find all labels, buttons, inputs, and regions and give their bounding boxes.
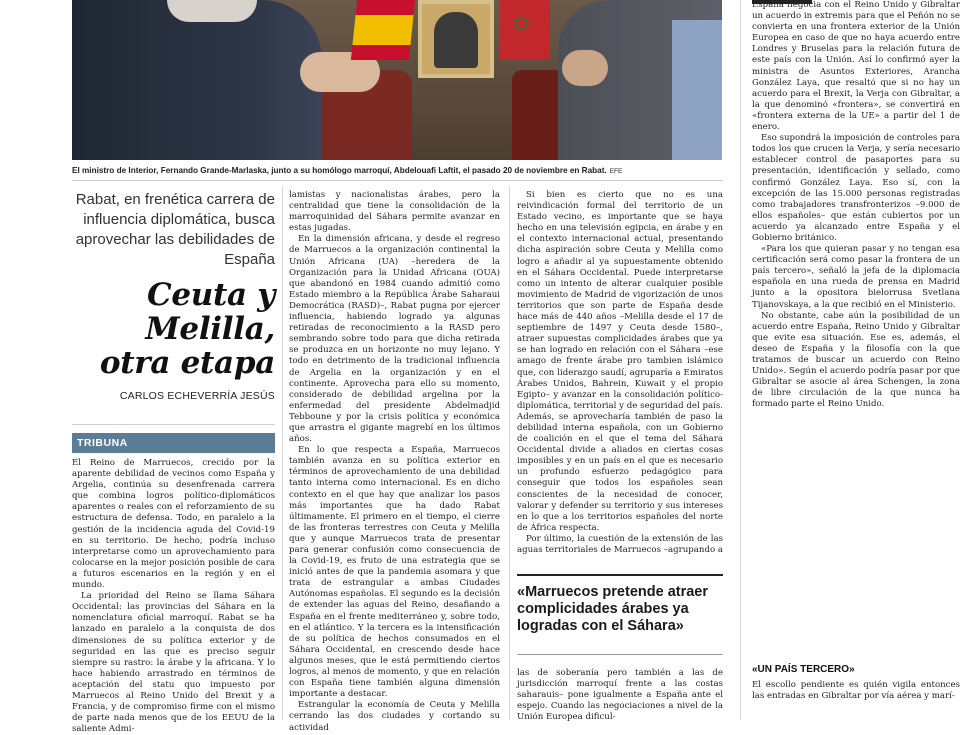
spain-flag: [351, 0, 415, 60]
pullquote: «Marruecos pretende atraer complicidades árabes ya logradas con el Sáhara»: [517, 584, 708, 634]
paragraph: En lo que respecta a España, Marruecos también avanza en su política exterior en términos de aprovechamiento de una debilidad tanto interna como internacional. Es en dicho contexto en el que hay que analizar los pasos más importantes que ha dado Rabat últimamente. El primero en el tiempo, el cierre de las fronteras terrestres con Ceuta y Melilla que y aunque Marruecos trata de presentar para generar confusión como consecuencia de la Covid-19, es fruto de una estrategia que se inició antes de que la pandemia asomara y que trata de estrangular a ambas Ciudades Autónomas españolas. El segundo es la decisión de extender las aguas del Reino, desafiando a España en el frente mediterráneo y, sobre todo, en el atlántico. Y la tercera es la intensificación de su política de hechos consumados en el Sáhara Occidental, en crescendo desde hace algunos meses, que le está permitiendo ciertos logros, al menos de momento, y que en relación con España tiene también alguna dimensión importante a destacar.: [289, 445, 500, 700]
headline-divider: [72, 424, 275, 425]
paragraph: «Para los que quieran pasar y no tengan esa certificación será como pasar la frontera de un país tercero», señaló la jefa de la diplomacia española en una rueda de prensa en Madrid junto a la opositora bielorrusa Svetlana Tijanovskaya, a la que recibió en el Ministerio.: [752, 244, 960, 310]
headline-kicker: Rabat, en frenética carrera de influencia diplomática, busca aprovechar las debilidades de España: [75, 191, 275, 268]
article-column-1: [72, 458, 275, 735]
photo-head-left: [167, 0, 257, 22]
article-column-3: [517, 190, 723, 555]
sidebar-article: [752, 0, 960, 658]
column-divider: [509, 186, 510, 720]
byline: CARLOS ECHEVERRÍA JESÚS: [119, 390, 275, 402]
pullquote-rule-bottom: [517, 654, 723, 655]
headline-block: [72, 190, 275, 402]
pullquote-rule: [517, 574, 723, 576]
photo-caption: [72, 165, 722, 177]
paragraph: En la dimensión africana, y desde el regreso de Marruecos a la organización continental la Unión Africana (UA) –heredera de la Organización para la Unidad Africana (OUA) que abandonó en 1984 cuando admitió como Estado miembro a la República Árabe Saharaui Democrática (RASD)–, Rabat pugna por ejercer influencia, habiendo logrado ya algunas retiradas de reconocimiento a la RASD pero sembrando sobre todo para que dicha retirada se produzca en un horizonte no muy lejano. Y todo en detrimento de la tradicional influencia de Argelia en la organización y en el continente. Aprovecha para ello su momento, considerado de debilidad argelina por la enfermedad del presidente Abdelmadjid Tebboune y por la crisis política y económica que arrastra el gigante magrebí en los últimos años.: [289, 234, 500, 445]
column-divider: [282, 186, 283, 720]
caption-divider: [72, 180, 723, 181]
article-column-3-continued: [517, 668, 723, 723]
sidebar-article-continued: [752, 680, 960, 720]
morocco-flag-star-icon: ✩: [512, 12, 531, 37]
paragraph: No obstante, cabe aún la posibilidad de un acuerdo entre España, Reino Unido y Gibraltar que evite esa situación. Ese es, además, el deseo de España y la filosofía con la que tratamos de buscar un acuerdo con Reino Unido». Según el acuerdo podría pasar por que Gibraltar se asocie al área Schengen, la zona de libre circulación de la que nunca ha formado parte el Reino Unido.: [752, 310, 960, 410]
paragraph: España negocia con el Reino Unido y Gibraltar un acuerdo in extremis para que el Peñón no se convierta en una frontera exterior de la Unión Europea en caso de que no haya acuerdo entre Londres y Bruselas para la relación futura de este país con la Unión. Así lo confirmó ayer la ministra de Asuntos Exteriores, Arancha González Laya, que resaltó que si no hay un acuerdo para el Brexit, la Verja con Gibraltar, a la que denominó «frontera», se convertirá en «frontera externa de la UE» a partir del 1 de enero.: [752, 0, 960, 133]
article-column-2: [289, 190, 500, 733]
news-photo: [72, 0, 722, 160]
paragraph: las de soberanía pero también a las de jurisdicción marroquí frente a las costas saharauis– pone igualmente a España ante el espejo. Cuando las negociaciones a nivel de la Unión Europea dificul-: [517, 668, 723, 723]
photo-shirt-right: [672, 20, 722, 160]
paragraph: lamistas y nacionalistas árabes, pero la centralidad que tiene la consolidación de la marroquinidad del Sáhara permite avanzar en estas jugadas.: [289, 190, 500, 234]
paragraph: Si bien es cierto que no es una reivindicación formal del territorio de un Estado vecino, es importante que se haya hecho en una televisión egipcia, en árabe y en el contexto internacional actual, presentando dicha aspiración sobre Ceuta y Melilla como logro a añadir al ya supuestamente obtenido en el Sáhara Occidental. Puede interpretarse como un intento de alterar cualquier posible movimiento de Madrid de vigorización de unos territorios que son parte de España desde hace más de 440 años –Melilla desde el 17 de septiembre de 1497 y Ceuta desde 1580–, atraer supuestas complicidades árabes que ya se han logrado en relación con el Sáhara –ese amago de frente árabe pro tambien islámico que, con liderazgo saudí, agruparía a Emiratos Árabes Unidos, Bahrein, Kuwait y el propio Egipto– y avanzar en la consolidación político-diplomática, territorial y de seguridad del país. Además, se aprovecharía también de paso la debilidad interna española, con un Gobierno de coalición en el que el tema del Sáhara Occidental divide a aliados en ciertas cosas imposibles y en un país en el que es necesario un profundo esfuerzo pedagógico para conseguir que todos los españoles sean conscientes de la necesidad de conocer, valorar y defender su territorio y sus intereses en lo que a los territorios españoles del norte de África respecta.: [517, 190, 723, 533]
caption-text: El ministro de Interior, Fernando Grande-Marlaska, junto a su homólogo marroquí, Abdelouafi Laftit, el pasado 20 de noviembre en Rabat.: [72, 166, 607, 175]
photo-person-left: [72, 0, 322, 160]
photo-credit: EFE: [609, 168, 623, 175]
section-label: TRIBUNA: [72, 433, 275, 453]
sidebar-subhead: «UN PAÍS TERCERO»: [752, 664, 855, 675]
photo-portrait: [418, 0, 494, 78]
paragraph: La prioridad del Reino se llama Sáhara Occidental: las provincias del Sáhara en la nomenclatura oficial marroquí. Rabat se ha lanzado en paralelo a la conquista de dos dimensiones de su política exterior y de seguridad en las que es preciso seguir siempre su rastro: la árabe y la africana. Y lo hace habiendo arrastrado en términos de aceptación del statu quo impuesto por Marruecos al Reino Unido del Brexit y a Francia, y de compromiso firme con el mismo de parte nada menos que de los EEUU de la saliente Admi-: [72, 591, 275, 735]
paragraph: El Reino de Marruecos, crecido por la aparente debilidad de vecinos como España y Argelia, continúa su desenfrenada carrera que combina logros político-diplomáticos aparentes o reales con el reforzamiento de su estructura de defensa. Todo, en paralelo a la gestión de la incidencia aguda del Covid-19 en su territorio. De hecho, podría incluso interpretarse como un aprovechamiento para colocarse en la mejor posición posible de cara a futuros escenarios en la región y en el mundo.: [72, 458, 275, 591]
headline-title: Ceuta y Melilla, otra etapa: [99, 277, 275, 381]
paragraph: El escollo pendiente es quién vigila entonces las entradas en Gibraltar por vía aérea y marí-: [752, 680, 960, 702]
photo-hand-right: [562, 50, 608, 86]
paragraph: Eso supondrá la imposición de controles para todos los que crucen la Verja, y sería necesario establecer control de pasaportes para su presentación, identificación y sellado, como confirmó González Laya. Eso sí, con la excepción de las 15.000 personas registradas como trabajadores transfronterizos –9.000 de ellos españoles– que están cubiertos por un acuerdo ya alcanzado entre España y el Gobierno británico.: [752, 133, 960, 243]
column-divider: [740, 0, 741, 720]
paragraph: Por último, la cuestión de la extensión de las aguas territoriales de Marruecos –agrupando a: [517, 533, 723, 555]
paragraph: Estrangular la economía de Ceuta y Melilla cerrando las dos ciudades y cortando su actividad: [289, 700, 500, 733]
